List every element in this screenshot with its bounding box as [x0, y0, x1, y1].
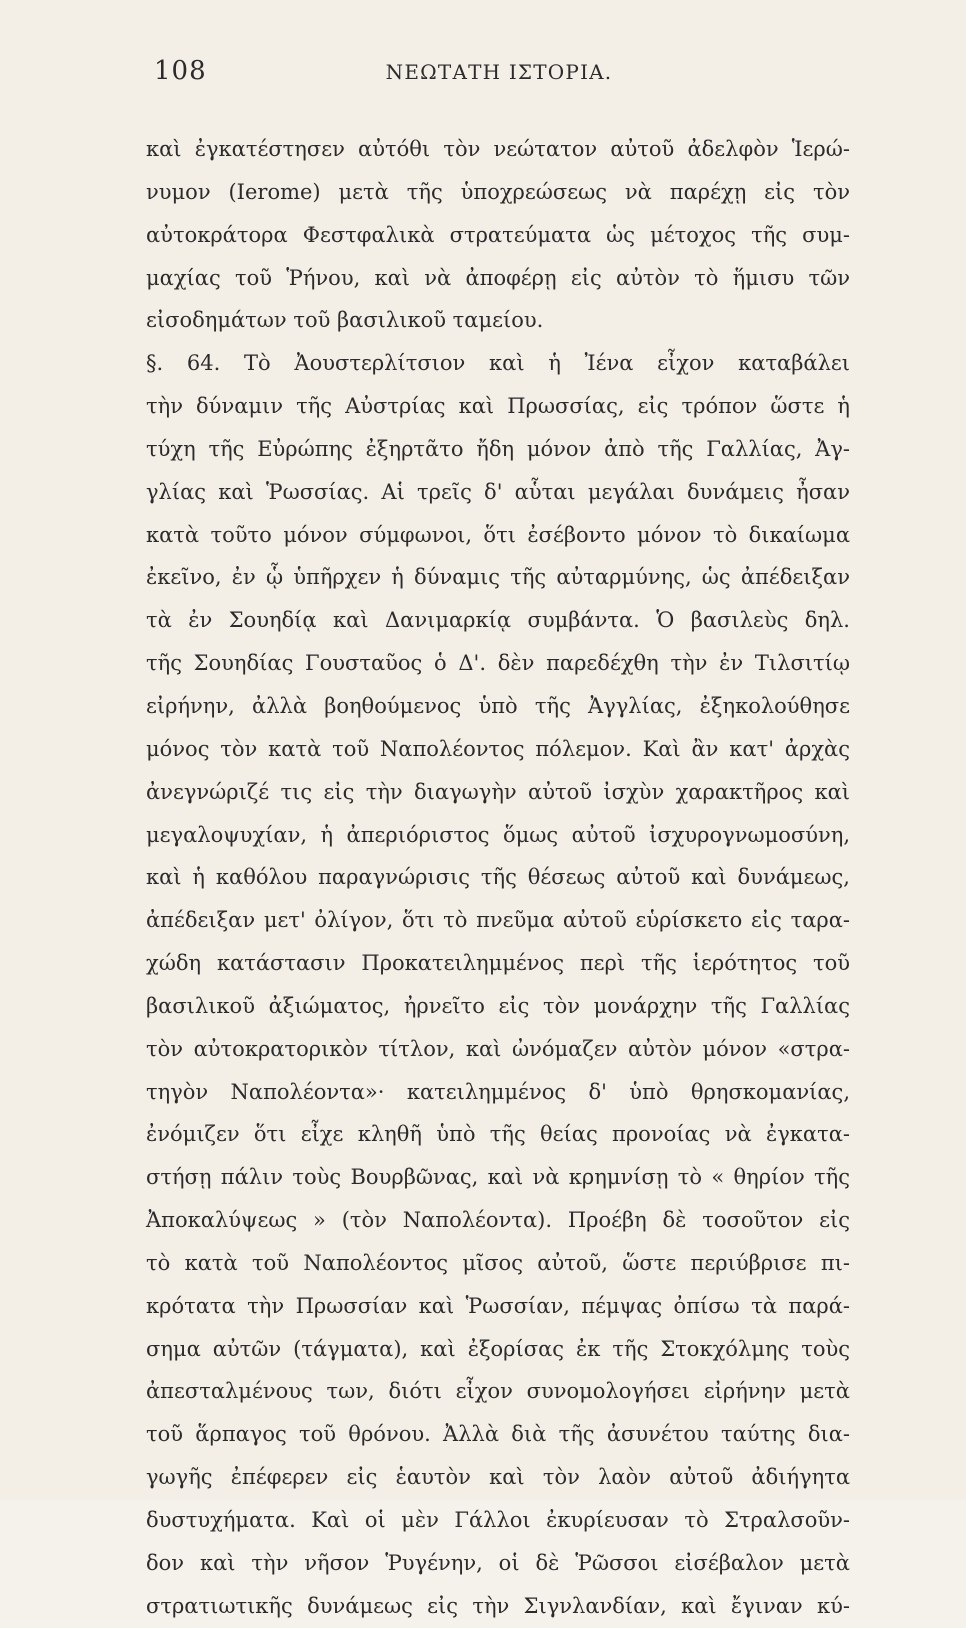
page-number: 108 — [154, 56, 207, 86]
text-line: ἀνεγνώριζέ τις εἰς τὴν διαγωγὴν αὐτοῦ ἰσχὺν χαρακτῆρος καὶ — [146, 779, 850, 804]
text-line: ἐκεῖνο, ἐν ᾧ ὑπῆρχεν ἡ δύναμις τῆς αὐταρμύνης, ὡς ἀπέδειξαν — [146, 565, 850, 590]
text-line: σημα αὐτῶν (τάγματα), καὶ ἐξορίσας ἐκ τῆς Στοκχόλμης τοὺς — [146, 1336, 850, 1361]
text-line: κατὰ τοῦτο μόνον σύμφωνοι, ὅτι ἐσέβοντο μόνον τὸ δικαίωμα — [146, 522, 850, 547]
text-line: τῆς Σουηδίας Γουσταῦος ὁ Δ'. δὲν παρεδέχθη τὴν ἐν Τιλσιτίῳ — [146, 651, 850, 676]
text-line: τὴν δύναμιν τῆς Αὐστρίας καὶ Πρωσσίας, εἰς τρόπον ὥστε ἡ — [146, 394, 850, 419]
text-line: χώδη κατάστασιν Προκατειλημμένος περὶ τῆς ἱερότητος τοῦ — [146, 951, 850, 976]
text-line: βασιλικοῦ ἀξιώματος, ἠρνεῖτο εἰς τὸν μονάρχην τῆς Γαλλίας — [146, 993, 850, 1018]
text-line: τοῦ ἅρπαγος τοῦ θρόνου. Ἀλλὰ διὰ τῆς ἀσυνέτου ταύτης δια- — [146, 1422, 850, 1447]
running-title: ΝΕΩΤΑΤΗ ΙΣΤΟΡΙΑ. — [385, 60, 613, 84]
text-line: Ἀποκαλύψεως » (τὸν Ναπολέοντα). Προέβη δὲ τοσοῦτον εἰς — [146, 1208, 850, 1233]
text-line: ἐνόμιζεν ὅτι εἶχε κληθῆ ὑπὸ τῆς θείας προνοίας νὰ ἐγκατα- — [146, 1122, 850, 1147]
text-line: γλίας καὶ Ῥωσσίας. Αἱ τρεῖς δ' αὗται μεγάλαι δυνάμεις ἦσαν — [146, 479, 850, 504]
text-line: μόνος τὸν κατὰ τοῦ Ναπολέοντος πόλεμον. Καὶ ἂν κατ' ἀρχὰς — [146, 736, 850, 761]
text-line: καὶ ἡ καθόλου παραγνώρισις τῆς θέσεως αὐτοῦ καὶ δυνάμεως, — [146, 865, 850, 890]
text-line: νυμον (Ierome) μετὰ τῆς ὑποχρεώσεως νὰ παρέχῃ εἰς τὸν — [146, 179, 850, 204]
text-line: τύχη τῆς Εὐρώπης ἐξηρτᾶτο ἤδη μόνον ἀπὸ τῆς Γαλλίας, Ἀγ- — [146, 436, 850, 461]
text-line: §. 64. Τὸ Ἀουστερλίτσιον καὶ ἡ Ἰένα εἶχον καταβάλει — [146, 351, 850, 376]
text-line: τηγὸν Ναπολέοντα»· κατειλημμένος δ' ὑπὸ θρησκομανίας, — [146, 1079, 850, 1104]
text-line: μαχίας τοῦ Ῥήνου, καὶ νὰ ἀποφέρῃ εἰς αὐτὸν τὸ ἥμισυ τῶν — [146, 265, 850, 290]
text-line: ἀπεσταλμένους των, διότι εἶχον συνομολογήσει εἰρήνην μετὰ — [146, 1379, 850, 1404]
text-line: εἰρήνην, ἀλλὰ βοηθούμενος ὑπὸ τῆς Ἀγγλίας, ἐξηκολούθησε — [146, 693, 850, 718]
text-line: αὐτοκράτορα Φεστφαλικὰ στρατεύματα ὡς μέτοχος τῆς συμ- — [146, 222, 850, 247]
text-line: στρατιωτικῆς δυνάμεως εἰς τὴν Σιγνλανδίαν, καὶ ἔγιναν κύ- — [146, 1593, 850, 1618]
text-line: ἀπέδειξαν μετ' ὀλίγον, ὅτι τὸ πνεῦμα αὐτοῦ εὑρίσκετο εἰς ταρα- — [146, 908, 850, 933]
body-text — [146, 128, 850, 1628]
text-line: τὸν αὐτοκρατορικὸν τίτλον, καὶ ὠνόμαζεν αὐτὸν μόνον «στρα- — [146, 1036, 850, 1061]
text-line: κρότατα τὴν Πρωσσίαν καὶ Ῥωσσίαν, πέμψας ὀπίσω τὰ παρά- — [146, 1293, 850, 1318]
page-header — [154, 56, 844, 96]
text-line: στήσῃ πάλιν τοὺς Βουρβῶνας, καὶ νὰ κρημνίσῃ τὸ « θηρίον τῆς — [146, 1165, 850, 1190]
text-line: εἰσοδημάτων τοῦ βασιλικοῦ ταμείου. — [146, 308, 544, 333]
text-line: καὶ ἐγκατέστησεν αὐτόθι τὸν νεώτατον αὐτοῦ ἀδελφὸν Ἱερώ- — [146, 137, 850, 161]
text-line: γωγῆς ἐπέφερεν εἰς ἑαυτὸν καὶ τὸν λαὸν αὐτοῦ ἀδιήγητα — [146, 1465, 850, 1490]
text-line: μεγαλοψυχίαν, ἡ ἀπεριόριστος ὅμως αὐτοῦ ἰσχυρογνωμοσύνη, — [146, 822, 850, 847]
text-line: τὰ ἐν Σουηδίᾳ καὶ Δανιμαρκίᾳ συμβάντα. Ὁ βασιλεὺς δηλ. — [146, 608, 850, 633]
text-line: δον καὶ τὴν νῆσον Ῥυγένην, οἱ δὲ Ῥῶσσοι εἰσέβαλον μετὰ — [146, 1550, 850, 1575]
text-line: δυστυχήματα. Καὶ οἱ μὲν Γάλλοι ἐκυρίευσαν τὸ Στραλσοῦν- — [146, 1508, 850, 1532]
text-line: τὸ κατὰ τοῦ Ναπολέοντος μῖσος αὐτοῦ, ὥστε περιύβρισε πι- — [146, 1250, 850, 1275]
